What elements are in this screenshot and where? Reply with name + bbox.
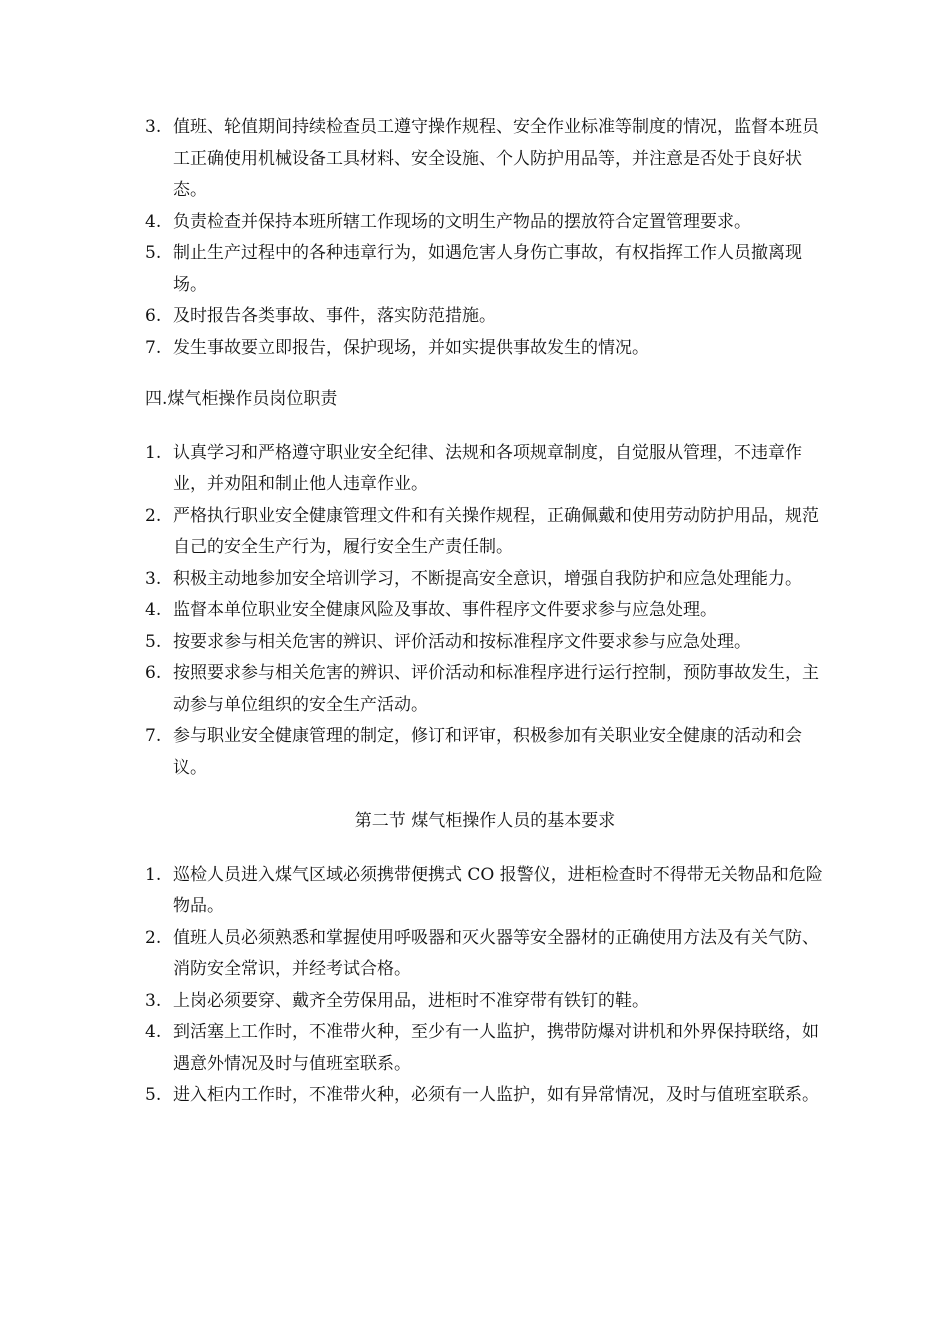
list-item xyxy=(145,1017,825,1080)
list-item xyxy=(145,1080,825,1112)
item-number: 3. xyxy=(145,568,162,589)
item-text: 按要求参与相关危害的辨识、评价活动和按标准程序文件要求参与应急处理。 xyxy=(173,631,751,652)
item-number: 2. xyxy=(145,505,162,526)
item-text: 参与职业安全健康管理的制定，修订和评审，积极参加有关职业安全健康的活动和会议。 xyxy=(173,726,802,778)
list-item xyxy=(145,333,825,365)
item-number: 1. xyxy=(145,442,162,463)
item-number: 2. xyxy=(145,927,162,948)
list-item xyxy=(145,112,825,207)
item-text: 值班人员必须熟悉和掌握使用呼吸器和灭火器等安全器材的正确使用方法及有关气防、消防安全常识，并经考试合格。 xyxy=(173,927,819,979)
item-text: 认真学习和严格遵守职业安全纪律、法规和各项规章制度，自觉服从管理，不违章作业，并劝阻和制止他人违章作业。 xyxy=(173,442,802,494)
section-heading: 四.煤气柜操作员岗位职责 xyxy=(145,389,338,409)
item-number: 4. xyxy=(145,600,162,620)
operator-duty-list xyxy=(145,438,825,785)
item-number: 5. xyxy=(145,1085,162,1105)
item-text: 负责检查并保持本班所辖工作现场的文明生产物品的摆放符合定置管理要求。 xyxy=(173,211,751,232)
item-text: 进入柜内工作时，不准带火种，必须有一人监护，如有异常情况，及时与值班室联系。 xyxy=(173,1085,819,1105)
list-item xyxy=(145,301,825,333)
item-number: 1. xyxy=(145,864,162,885)
requirements-list xyxy=(145,860,825,1112)
list-item xyxy=(145,923,825,986)
item-number: 6. xyxy=(145,306,162,326)
list-item xyxy=(145,238,825,301)
item-text: 到活塞上工作时，不准带火种，至少有一人监护，携带防爆对讲机和外界保持联络，如遇意外情况及时与值班室联系。 xyxy=(173,1022,819,1074)
list-item xyxy=(145,627,825,659)
list-item xyxy=(145,658,825,721)
document-page xyxy=(145,112,825,1112)
item-number: 3. xyxy=(145,117,162,137)
item-text: 上岗必须要穿、戴齐全劳保用品，进柜时不准穿带有铁钉的鞋。 xyxy=(173,990,649,1011)
item-text: 监督本单位职业安全健康风险及事故、事件程序文件要求参与应急处理。 xyxy=(173,600,717,620)
item-number: 6. xyxy=(145,663,162,683)
list-item xyxy=(145,207,825,239)
item-number: 5. xyxy=(145,243,162,263)
item-number: 4. xyxy=(145,1022,162,1042)
item-text: 积极主动地参加安全培训学习，不断提高安全意识，增强自我防护和应急处理能力。 xyxy=(173,568,802,589)
item-number: 3. xyxy=(145,990,162,1011)
item-text: 严格执行职业安全健康管理文件和有关操作规程，正确佩戴和使用劳动防护用品，规范自己的安全生产行为，履行安全生产责任制。 xyxy=(173,505,819,557)
item-text: 值班、轮值期间持续检查员工遵守操作规程、安全作业标准等制度的情况，监督本班员工正确使用机械设备工具材料、安全设施、个人防护用品等，并注意是否处于良好状态。 xyxy=(173,117,819,200)
item-text: 发生事故要立即报告，保护现场，并如实提供事故发生的情况。 xyxy=(173,337,649,358)
list-item xyxy=(145,721,825,784)
item-text: 巡检人员进入煤气区域必须携带便携式 CO 报警仪，进柜检查时不得带无关物品和危险物品。 xyxy=(173,864,823,916)
item-number: 7. xyxy=(145,726,162,746)
item-number: 4. xyxy=(145,211,162,232)
item-text: 及时报告各类事故、事件，落实防范措施。 xyxy=(173,306,496,326)
list-item xyxy=(145,986,825,1018)
item-number: 7. xyxy=(145,337,162,358)
list-item xyxy=(145,564,825,596)
list-item xyxy=(145,595,825,627)
list-item xyxy=(145,501,825,564)
duty-list-continued xyxy=(145,112,825,364)
list-item xyxy=(145,438,825,501)
item-text: 制止生产过程中的各种违章行为，如遇危害人身伤亡事故，有权指挥工作人员撤离现场。 xyxy=(173,243,802,295)
item-text: 按照要求参与相关危害的辨识、评价活动和标准程序进行运行控制，预防事故发生，主动参与单位组织的安全生产活动。 xyxy=(173,663,819,715)
chapter-section-title: 第二节 煤气柜操作人员的基本要求 xyxy=(354,811,616,831)
item-number: 5. xyxy=(145,631,162,652)
list-item xyxy=(145,860,825,923)
